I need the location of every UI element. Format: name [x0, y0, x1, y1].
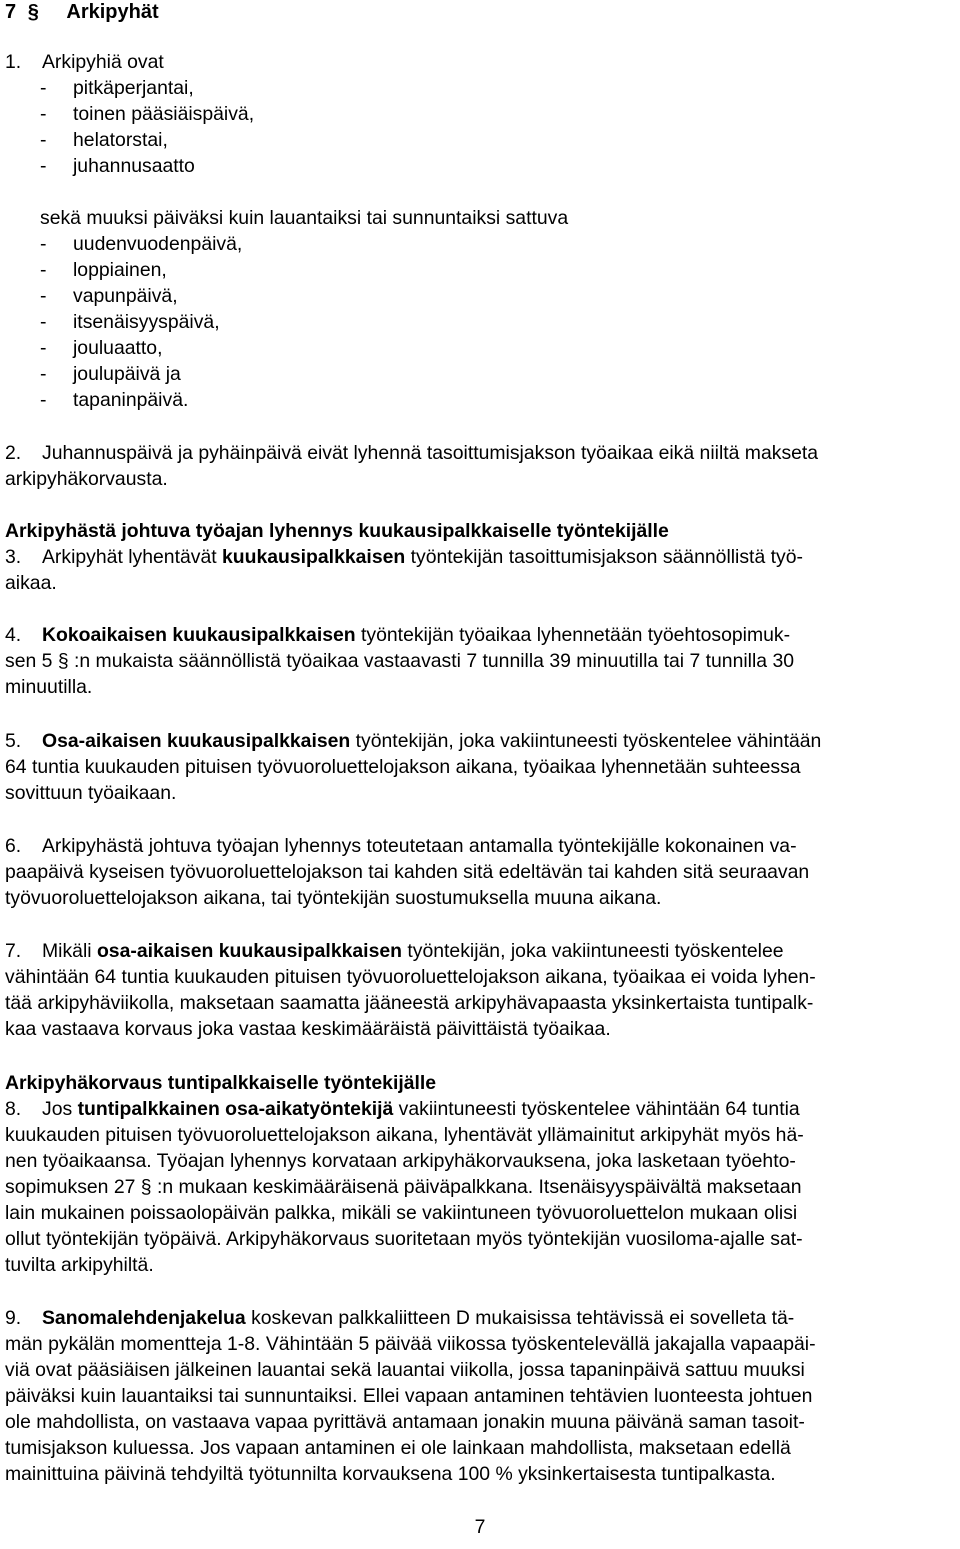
- paragraph-8-line: lain mukainen poissaolopäivän palkka, mikäli se vakiintuneen työvuoroluettelon mukaan olisi: [5, 1202, 798, 1224]
- paragraph-7-line: 7. Mikäli osa-aikaisen kuukausipalkkaisen työntekijän, joka vakiintuneesti työskentelee: [5, 940, 784, 962]
- paragraph-9-line: viä ovat pääsiäisen jälkeinen lauantai sekä lauantai viikolla, jossa tapaninpäivä sattuu muuksi: [5, 1359, 805, 1381]
- list-item: - jouluaatto,: [40, 337, 163, 359]
- paragraph-8-line: 8. Jos tuntipalkkainen osa-aikatyöntekijä vakiintuneesti työskentelee vähintään 64 tuntia: [5, 1098, 800, 1120]
- paragraph-5-line: 5. Osa-aikaisen kuukausipalkkaisen työntekijän, joka vakiintuneesti työskentelee vähintään: [5, 730, 822, 752]
- paragraph-1-middle: sekä muuksi päiväksi kuin lauantaiksi tai sunnuntaiksi sattuva: [40, 207, 569, 229]
- list-item: - pitkäperjantai,: [40, 77, 194, 99]
- list-item: - toinen pääsiäispäivä,: [40, 103, 255, 125]
- paragraph-8-line: ollut työntekijän työpäivä. Arkipyhäkorvaus suoritetaan myös työntekijän vuosiloma-ajalle sat-: [5, 1228, 803, 1250]
- paragraph-9-line: tumisjakson kuluessa. Jos vapaan antaminen ei ole lainkaan mahdollista, maksetaan edellä: [5, 1437, 791, 1459]
- section-heading: [5, 0, 159, 24]
- paragraph-4-line: minuutilla.: [5, 676, 93, 698]
- paragraph-5-line: sovittuun työaikaan.: [5, 782, 177, 804]
- list-item: - uudenvuodenpäivä,: [40, 233, 243, 255]
- paragraph-9-line: päiväksi kuin lauantaiksi tai sunnuntaiksi. Ellei vapaan antaminen tehtävien luonteesta johtuen: [5, 1385, 813, 1407]
- subheading: Arkipyhäkorvaus tuntipalkkaiselle työntekijälle: [5, 1072, 437, 1094]
- paragraph-4-line: 4. Kokoaikaisen kuukausipalkkaisen työntekijän työaikaa lyhennetään työehtosopimuk-: [5, 624, 791, 646]
- paragraph-8-line: kuukauden pituisen työvuoroluettelojakson aikana, lyhentävät yllämainitut arkipyhät myös hä-: [5, 1124, 804, 1146]
- paragraph-5-line: 64 tuntia kuukauden pituisen työvuoroluettelojakson aikana, työaikaa lyhennetään suhteessa: [5, 756, 801, 778]
- paragraph-7-line: vähintään 64 tuntia kuukauden pituisen työvuoroluettelojakson aikana, työaikaa ei voida lyhen-: [5, 966, 816, 988]
- list-item: - loppiainen,: [40, 259, 167, 281]
- section-number: 7: [5, 1, 17, 23]
- paragraph-9-line: 9. Sanomalehdenjakelua koskevan palkkaliitteen D mukaisissa tehtävissä ei sovelleta tä-: [5, 1307, 795, 1329]
- paragraph-6-line: työvuoroluettelojakson aikana, tai työntekijän suostumuksella muuna aikana.: [5, 887, 662, 909]
- paragraph-8-line: nen työaikaansa. Työajan lyhennys korvataan arkipyhäkorvauksena, joka lasketaan työehto-: [5, 1150, 796, 1172]
- paragraph-2-line: 2. Juhannuspäivä ja pyhäinpäivä eivät lyhennä tasoittumisjakson työaikaa eikä niiltä makseta: [5, 442, 819, 464]
- list-item: - vapunpäivä,: [40, 285, 178, 307]
- paragraph-3-line: 3. Arkipyhät lyhentävät kuukausipalkkaisen työntekijän tasoittumisjakson säännöllistä työ-: [5, 546, 803, 568]
- list-item: - helatorstai,: [40, 129, 168, 151]
- paragraph-7-line: tää arkipyhäviikolla, maksetaan saamatta jääneestä arkipyhävapaasta yksinkertaista tuntipalk-: [5, 992, 814, 1014]
- paragraph-8-line: sopimuksen 27 § :n mukaan keskimääräisenä päiväpalkkana. Itsenäisyyspäivältä maksetaan: [5, 1176, 802, 1198]
- paragraph-9-line: ole mahdollista, on vastaava vapaa pyrittävä antamaan jonakin muuna päivänä saman tasoit-: [5, 1411, 805, 1433]
- paragraph-3-line: aikaa.: [5, 572, 57, 594]
- paragraph-1-intro: 1. Arkipyhiä ovat: [5, 51, 164, 73]
- paragraph-9-line: män pykälän momentteja 1-8. Vähintään 5 päivää viikossa työskentelevällä jakajalla vapaapäi-: [5, 1333, 816, 1355]
- list-item: - itsenäisyyspäivä,: [40, 311, 220, 333]
- paragraph-7-line: kaa vastaava korvaus joka vastaa keskimääräistä päivittäistä työaikaa.: [5, 1018, 611, 1040]
- list-item: - joulupäivä ja: [40, 363, 181, 385]
- paragraph-9-line: mainittuina päivinä tehdyiltä työtunnilta korvauksena 100 % yksinkertaisesta tuntipalkasta.: [5, 1463, 776, 1485]
- list-item: - juhannusaatto: [40, 155, 195, 177]
- paragraph-8-line: tuvilta arkipyhiltä.: [5, 1254, 154, 1276]
- paragraph-6-line: 6. Arkipyhästä johtuva työajan lyhennys toteutetaan antamalla työntekijälle kokonainen va-: [5, 835, 797, 857]
- paragraph-6-line: paapäivä kyseisen työvuoroluettelojakson tai kahden sitä edeltävän tai kahden sitä seuraavan: [5, 861, 810, 883]
- subheading: Arkipyhästä johtuva työajan lyhennys kuukausipalkkaiselle työntekijälle: [5, 520, 669, 542]
- section-mark: §: [27, 1, 39, 23]
- paragraph-4-line: sen 5 § :n mukaista säännöllistä työaikaa vastaavasti 7 tunnilla 39 minuutilla tai 7 tunnilla 30: [5, 650, 795, 672]
- paragraph-2-line: arkipyhäkorvausta.: [5, 468, 168, 490]
- page-number: 7: [474, 1516, 486, 1538]
- list-item: - tapaninpäivä.: [40, 389, 189, 411]
- section-title: Arkipyhät: [66, 1, 159, 23]
